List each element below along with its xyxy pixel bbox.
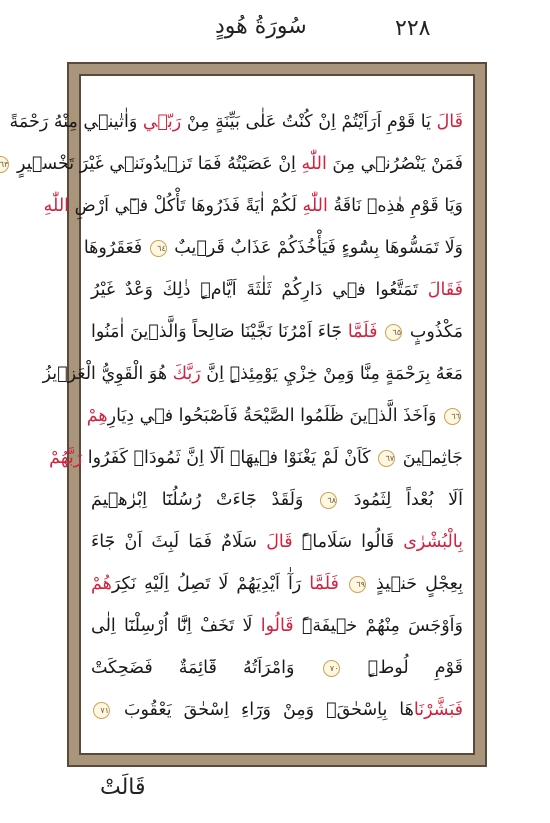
text-line — [91, 648, 463, 688]
text-segment: وَامْرَاَتُهُ قَٓائِمَةٌ فَضَحِكَتْ — [91, 658, 321, 678]
text-segment: قَالُوا سَلَاماًۜ — [292, 532, 404, 552]
page-header — [0, 14, 550, 54]
text-segment: بِعِجْلٍ حَن۪يذٍ — [367, 574, 463, 594]
surah-title: سُورَةُ هُودٍ — [215, 14, 307, 39]
text-line — [91, 480, 463, 520]
highlighted-word: رَبَّهُمْ — [49, 448, 83, 468]
text-segment: لَا تَخَفْ اِنَّٓا اُرْسِلْنَٓا اِلٰى — [91, 616, 261, 636]
highlighted-word: هِمْ — [86, 406, 108, 426]
verse-text-area — [0, 102, 463, 739]
ayah-number-marker: ٦٧ — [378, 450, 395, 467]
text-segment: وَاٰتٰين۪ي مِنْهُ رَحْمَةً — [9, 112, 143, 132]
text-segment: رَآٰ اَيْدِيَهُمْ لَا تَصِلُ اِلَيْهِ نَكِرَ — [111, 574, 310, 594]
text-line — [49, 438, 463, 478]
highlighted-word: قَالُوا — [260, 616, 294, 636]
ayah-number-marker: ٦٩ — [349, 576, 366, 593]
text-segment: اَلَا بُعْداً لِثَمُودَ — [339, 490, 463, 510]
text-segment: فَعَقَرُوهَا — [83, 238, 148, 258]
text-line — [91, 312, 463, 352]
text-segment: جَٓاءَ اَمْرُنَا نَجَّيْنَا صَالِحاً وَالَّذ۪ينَ اٰمَنُوا — [91, 322, 348, 342]
text-segment: يَا قَوْمِ اَرَاَيْتُمْ اِنْ كُنْتُ عَلٰى بَيِّنَةٍ مِنْ — [181, 112, 437, 132]
ayah-number-marker: ٧٠ — [323, 660, 340, 677]
highlighted-word: هُمْ — [91, 574, 112, 594]
text-segment: وَيَا قَوْمِ هٰذِه۪ نَاقَةُ — [327, 196, 463, 216]
text-segment — [377, 322, 383, 342]
highlighted-word: رَبَّكَ — [172, 364, 201, 384]
ayah-number-marker: ٦٥ — [385, 324, 402, 341]
text-segment: هَا بِاِسْحٰقَۙ وَمِنْ وَرَٓاءِ اِسْحٰقَ يَعْقُوبَ — [112, 700, 414, 720]
ayah-number-marker: ٦٣ — [0, 156, 9, 173]
highlighted-word: رَبّ۪ي — [142, 112, 182, 132]
text-segment: اِنْ عَصَيْتُهُ فَمَا تَز۪يدُونَن۪ي غَيْرَ تَخْس۪يرٍ — [11, 154, 302, 174]
text-segment: جَاثِم۪ينَ — [397, 448, 463, 468]
catchword: قَالَتْ — [100, 775, 146, 800]
text-line — [83, 228, 463, 268]
highlighted-word: فَبَشَّرْنَا — [413, 700, 463, 720]
ayah-number-marker: ٦٤ — [150, 240, 167, 257]
text-line — [9, 102, 463, 142]
highlighted-word: قَالَ — [266, 532, 293, 552]
ayah-number-marker: ٦٨ — [320, 492, 337, 509]
text-frame — [0, 74, 475, 755]
text-segment: قَوْمِ لُوطٍۜ — [341, 658, 463, 678]
highlighted-word: فَلَمَّا — [309, 574, 339, 594]
text-line — [91, 270, 463, 310]
text-segment: تَمَتَّعُوا ف۪ي دَارِكُمْ ثَلٰثَةَ اَيَّامٍۜ ذٰلِكَ وَعْدٌ غَيْرُ — [91, 280, 428, 300]
text-segment: وَاَخَذَ الَّذ۪ينَ ظَلَمُوا الصَّيْحَةُ فَاَصْبَحُوا ف۪ي دِيَارِ — [107, 406, 442, 426]
ayah-number-marker: ٧١ — [93, 702, 110, 719]
text-segment: لَكُمْ اٰيَةً فَذَرُوهَا تَأْكُلْ ف۪ٓي اَرْضِ — [69, 196, 303, 216]
ornamental-frame — [0, 62, 487, 767]
text-line — [43, 186, 463, 226]
text-line — [86, 396, 463, 436]
text-line — [42, 354, 463, 394]
text-segment — [339, 574, 347, 594]
text-line — [0, 144, 463, 184]
text-segment: كَاَنْ لَمْ يَغْنَوْا ف۪يهَاۜ اَلَٓا اِنَّ ثَمُودَا۬ كَفَرُوا — [82, 448, 377, 468]
highlighted-word: بِالْبُشْرٰى — [403, 532, 463, 552]
page-number: ٢٢٨ — [395, 16, 431, 41]
text-line — [91, 522, 463, 562]
highlighted-word: فَقَالَ — [427, 280, 463, 300]
highlighted-word: اللّٰهِ — [43, 196, 70, 216]
text-segment: وَلَقَدْ جَٓاءَتْ رُسُلُنَٓا اِبْرٰه۪يمَ — [91, 490, 319, 510]
text-line — [91, 606, 463, 646]
text-line — [91, 564, 463, 604]
text-segment: وَاَوْجَسَ مِنْهُمْ خ۪يفَةًۜ — [293, 616, 463, 636]
highlighted-word: اللّٰهِ — [302, 196, 328, 216]
text-segment: سَلَامٌ فَمَا لَبِثَ اَنْ جَٓاءَ — [91, 532, 267, 552]
highlighted-word: فَلَمَّا — [347, 322, 378, 342]
text-segment: هُوَ الْقَوِيُّ الْعَز۪يزُ — [42, 364, 173, 384]
text-segment: فَمَنْ يَنْصُرُن۪ي مِنَ — [326, 154, 463, 174]
text-segment: مَكْذُوبٍ — [404, 322, 463, 342]
highlighted-word: قَالَ — [436, 112, 463, 132]
highlighted-word: اللّٰهِ — [301, 154, 327, 174]
text-segment: مَعَهُ بِرَحْمَةٍ مِنَّا وَمِنْ خِزْيِ يَوْمِئِذٍۜ اِنَّ — [200, 364, 463, 384]
text-line — [91, 690, 463, 730]
ayah-number-marker: ٦٦ — [444, 408, 461, 425]
text-segment: وَلَا تَمَسُّوهَا بِسُٓوءٍ فَيَأْخُذَكُمْ عَذَابٌ قَر۪يبٌ — [168, 238, 463, 258]
